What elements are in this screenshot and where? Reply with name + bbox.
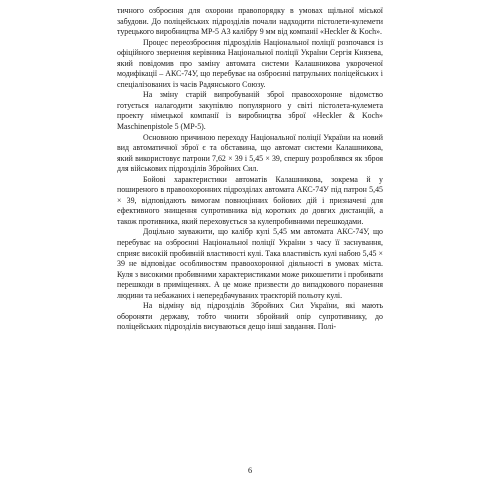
body-text bbox=[117, 6, 383, 333]
paragraph-3: На зміну старій випробуваній зброї правоохоронне відомство готується налагодити закупівлю популярного у світі пістолета-кулемета проекту німецької компанії із виробництва зброї «Heckler & Koch» Maschinenpistole 5 (MP-5). bbox=[117, 90, 383, 132]
paragraph-6: Доцільно зауважити, що калібр кулі 5,45 мм автомата АКС-74У, що перебуває на озброєнні Національної поліції України з часу її заснування, сприяє високій пробивній властивості кулі. Така властивість кулі набою 5,45 × 39 не відповідає особливостям правоохоронної діяльності в умовах міста. Куля з високими пробивними характеристиками може рикошетити і пробивати перешкоди в приміщеннях. А це може призвести до випадкового поранення людини та небажаних і непередбачуваних траєкторій польоту кулі. bbox=[117, 227, 383, 300]
paragraph-4: Основною причиною переходу Національної поліції України на новий вид автоматичної зброї є та обставина, що автомат системи Калашникова, який використовує патрони 7,62 × 39 і 5,45 × 39, спершу розроблявся як зброя для військових підрозділів Збройних Сил. bbox=[117, 132, 383, 174]
page-number: 6 bbox=[247, 466, 253, 475]
paragraph-7: На відміну від підрозділів Збройних Сил України, які мають обороняти державу, тобто чинити збройний опір супротивнику, до поліцейських підрозділів висуваються дещо інші завдання. Полі- bbox=[117, 301, 383, 332]
paragraph-2: Процес переозброєння підрозділів Національної поліції розпочався із офіційного звернення керівника Національної поліції України Сергія Князева, який повідомив про заміну автомата системи Калашникова укороченої модифікації – АКС-74У, що перебуває на озброєнні патрульних поліцейських і спеціалізованих із часів Радянського Союзу. bbox=[117, 37, 383, 89]
paragraph-1: тичного озброєння для охорони правопорядку в умовах щільної міської забудови. До поліцейських підрозділів почали надходити пістолети-кулемети турецького виробництва MP-5 А3 калібру 9 мм від компанії «Heckler & Koch». bbox=[117, 6, 383, 37]
paragraph-5: Бойові характеристики автоматів Калашникова, зокрема й у поширеного в правоохоронних підрозділах автомата АКС-74У під патрон 5,45 × 39, відповідають вимогам повноцінних бойових дій і призначені для ефективного знищення супротивника від коротких до довгих дистанцій, а також противника, який переховується за кулепробивними перешкодами. bbox=[117, 174, 383, 226]
